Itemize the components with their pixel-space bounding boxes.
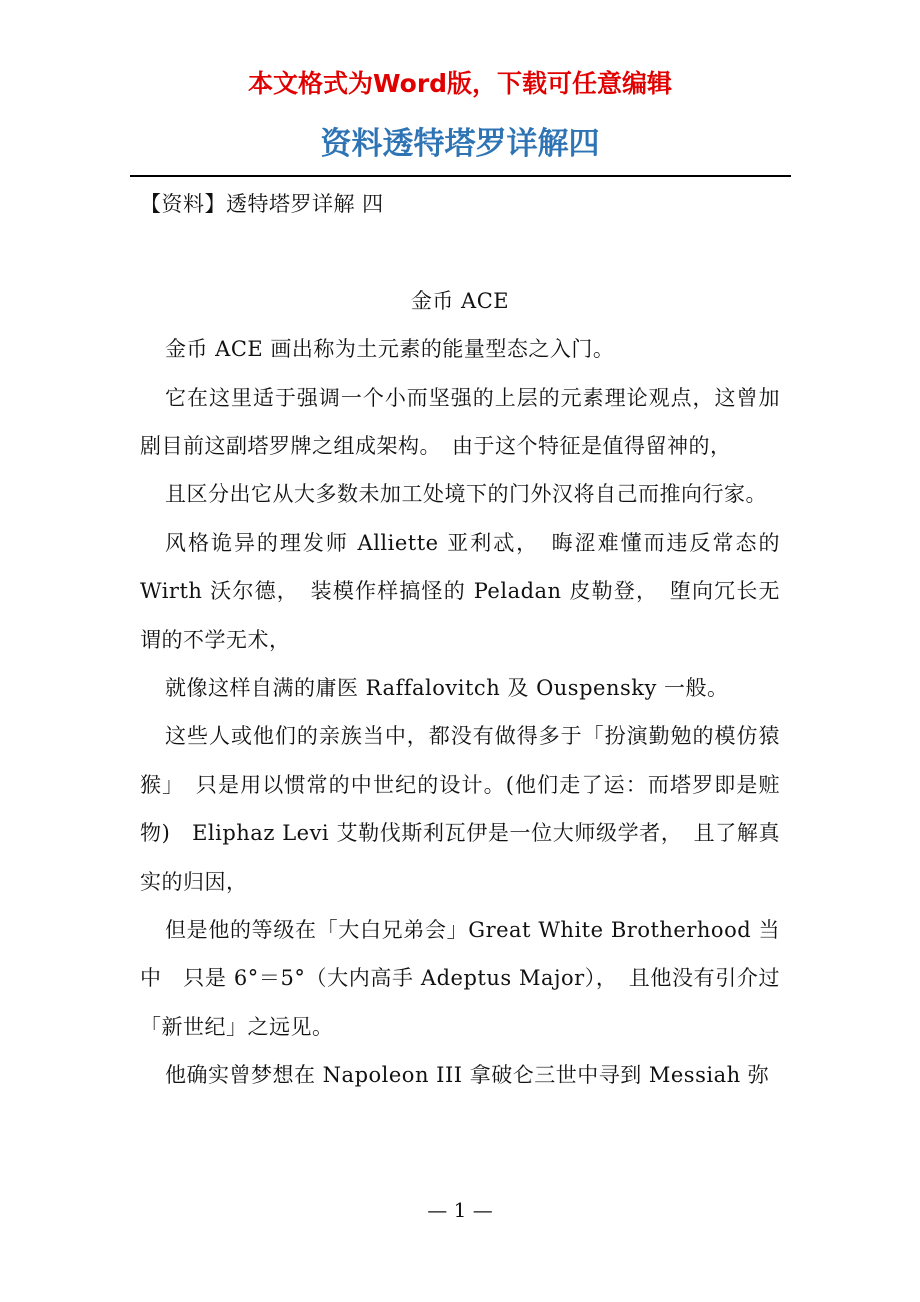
- intro-line: 【资料】透特塔罗详解 四: [140, 192, 384, 216]
- title-divider: [130, 175, 791, 177]
- paragraph: 他确实曾梦想在 Napoleon III 拿破仑三世中寻到 Messiah 弥: [165, 1063, 770, 1088]
- format-notice: 本文格式为Word版，下载可任意编辑: [247, 69, 673, 98]
- paragraph: 这些人或他们的亲族当中，都没有做得多于「扮演勤勉的模仿猿猴」 只是用以惯常的中世纪的设计。(他们走了运：而塔罗即是赃物) Eliphaz Levi 艾勒伐斯利瓦伊是一位大师级学者， 且了解真实的归因，: [140, 724, 780, 894]
- paragraph: 但是他的等级在「大白兄弟会」Great White Brotherhood 当中 只是 6°＝5°（大内高手 Adeptus Major）， 且他没有引介过「新世纪」之远见。: [140, 918, 780, 1039]
- paragraph: 且区分出它从大多数未加工处境下的门外汉将自己而推向行家。: [165, 482, 767, 507]
- paragraph: 它在这里适于强调一个小而坚强的上层的元素理论观点，这曾加剧目前这副塔罗牌之组成架构。 由于这个特征是值得留神的，: [140, 385, 780, 459]
- document-title: 资料透特塔罗详解四: [320, 126, 600, 162]
- section-title: 金币 ACE: [410, 288, 510, 313]
- page-number: — 1 —: [427, 1198, 493, 1222]
- paragraph: 就像这样自满的庸医 Raffalovitch 及 Ouspensky 一般。: [165, 676, 729, 701]
- paragraph: 金币 ACE 画出称为土元素的能量型态之入门。: [165, 337, 615, 362]
- document-body: [140, 180, 780, 1100]
- paragraph: 风格诡异的理发师 Alliette 亚利忒， 晦涩难懂而违反常态的 Wirth 沃尔德， 装模作样搞怪的 Peladan 皮勒登， 堕向冗长无谓的不学无术，: [140, 530, 780, 652]
